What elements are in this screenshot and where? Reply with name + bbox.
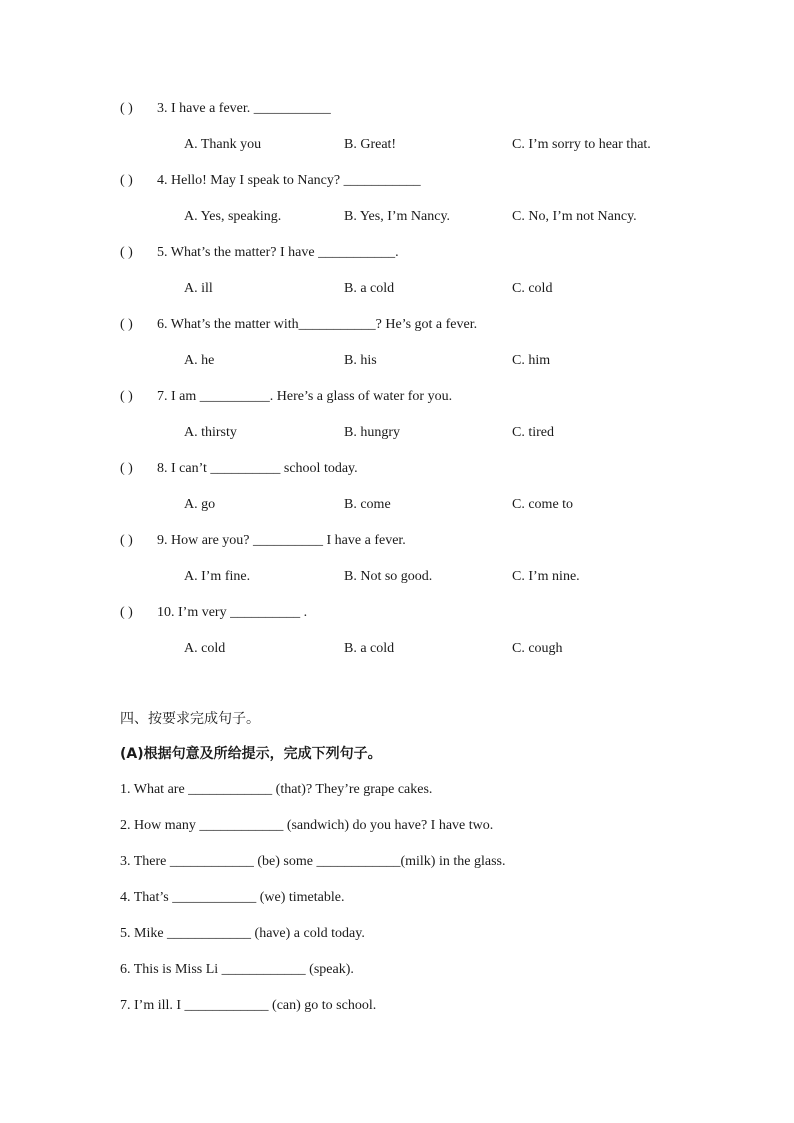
answer-blank[interactable]: ( ) [120, 461, 133, 476]
section-subtitle: (A)根据句意及所给提示，完成下列句子。 [120, 746, 382, 762]
question-text: 3. I have a fever. ___________ [157, 101, 331, 116]
answer-blank[interactable]: ( ) [120, 389, 133, 404]
sentence-item: 5. Mike ____________ (have) a cold today. [120, 926, 365, 941]
option-a: A. Thank you [184, 137, 262, 152]
option-b: B. come [344, 497, 391, 512]
sentence-item: 2. How many ____________ (sandwich) do you have? I have two. [120, 818, 494, 833]
option-a: A. Yes, speaking. [184, 209, 282, 224]
option-c: C. I’m nine. [512, 569, 580, 584]
option-a: A. thirsty [184, 425, 237, 440]
answer-blank[interactable]: ( ) [120, 101, 133, 116]
option-b: B. Great! [344, 137, 397, 152]
option-b: B. Yes, I’m Nancy. [344, 209, 451, 224]
answer-blank[interactable]: ( ) [120, 317, 133, 332]
sentence-item: 3. There ____________ (be) some ____________(milk) in the glass. [120, 854, 506, 869]
question-text: 6. What’s the matter with___________? He’s got a fever. [157, 317, 478, 332]
section-title: 四、按要求完成句子。 [120, 711, 260, 727]
answer-blank[interactable]: ( ) [120, 245, 133, 260]
sentence-item: 6. This is Miss Li ____________ (speak). [120, 962, 354, 977]
option-c: C. No, I’m not Nancy. [512, 209, 637, 224]
question-text: 10. I’m very __________ . [157, 605, 308, 620]
question-text: 5. What’s the matter? I have ___________. [157, 245, 399, 260]
option-b: B. his [344, 353, 377, 368]
answer-blank[interactable]: ( ) [120, 533, 133, 548]
option-a: A. go [184, 497, 216, 512]
option-c: C. come to [512, 497, 574, 512]
option-b: B. Not so good. [344, 569, 433, 584]
option-a: A. ill [184, 281, 213, 296]
question-text: 4. Hello! May I speak to Nancy? ___________ [157, 173, 421, 188]
answer-blank[interactable]: ( ) [120, 173, 133, 188]
option-b: B. hungry [344, 425, 400, 440]
sentence-item: 1. What are ____________ (that)? They’re grape cakes. [120, 782, 433, 797]
option-a: A. I’m fine. [184, 569, 251, 584]
option-c: C. cold [512, 281, 553, 296]
question-text: 7. I am __________. Here’s a glass of water for you. [157, 389, 453, 404]
option-b: B. a cold [344, 281, 395, 296]
option-c: C. cough [512, 641, 563, 656]
sentence-item: 4. That’s ____________ (we) timetable. [120, 890, 345, 905]
option-b: B. a cold [344, 641, 395, 656]
question-text: 8. I can’t __________ school today. [157, 461, 358, 476]
answer-blank[interactable]: ( ) [120, 605, 133, 620]
option-a: A. cold [184, 641, 226, 656]
sentence-item: 7. I’m ill. I ____________ (can) go to school. [120, 998, 377, 1013]
option-a: A. he [184, 353, 215, 368]
option-c: C. him [512, 353, 551, 368]
option-c: C. tired [512, 425, 554, 440]
question-text: 9. How are you? __________ I have a fever. [157, 533, 406, 548]
option-c: C. I’m sorry to hear that. [512, 137, 651, 152]
